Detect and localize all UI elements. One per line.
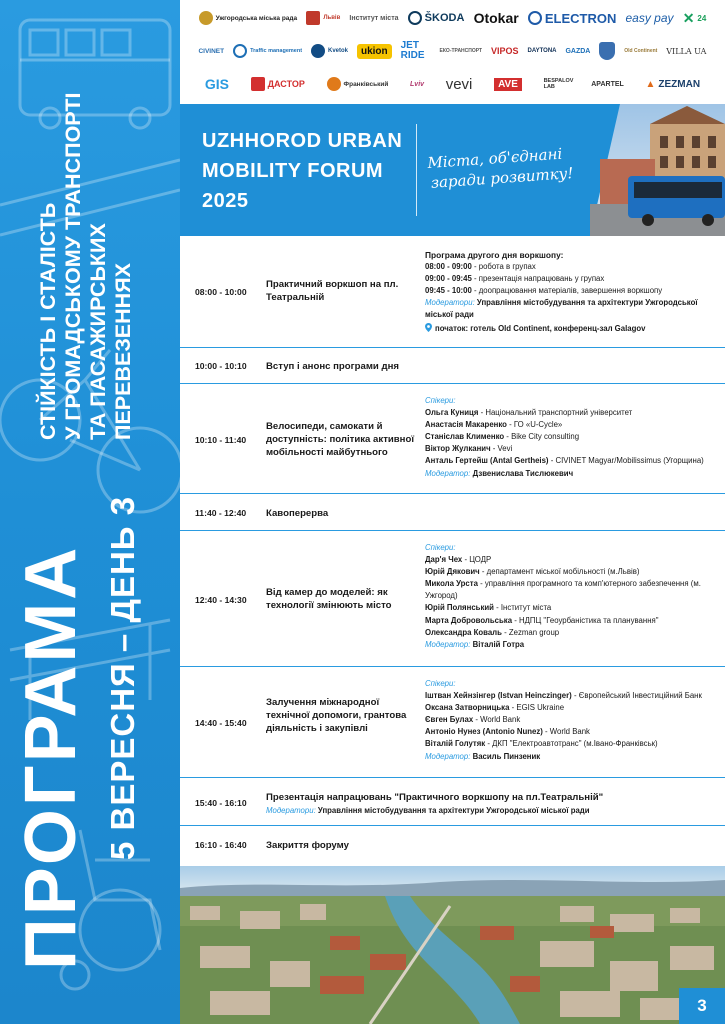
- session-time: 11:40 - 12:40: [195, 508, 247, 518]
- session-topic: Залучення міжнародної технічної допомоги, грантова діяльність і закупівлі: [266, 697, 407, 734]
- logo-electron: ELECTRON: [528, 11, 617, 26]
- session-topic: Вступ і анонс програми дня: [266, 361, 399, 372]
- logo-gazda: GAZDA: [565, 47, 591, 55]
- schedule-row: [180, 348, 725, 384]
- logo-dastor: ДАСТОР: [251, 77, 305, 91]
- forum-title-line: 2025: [202, 190, 249, 212]
- session-time: 10:00 - 10:10: [195, 361, 247, 371]
- schedule-row: [180, 384, 725, 494]
- logo-jetride: JET RIDE: [400, 40, 425, 61]
- speaker: Марта Добровольська - НДПЦ "Геоурбаністика та планування": [425, 615, 659, 625]
- slogan-line: заради розвитку!: [430, 163, 574, 192]
- speaker: Анастасія Макаренко - ГО «U-Cycle»: [425, 420, 563, 430]
- session-time: 15:40 - 16:10: [195, 798, 247, 808]
- speaker: Віктор Жулканич - Vevi: [425, 444, 513, 454]
- session-details: [425, 542, 720, 651]
- forum-banner: [180, 104, 725, 236]
- logo-vipos: VIPOS: [491, 46, 519, 56]
- logo-24: ✕ 24: [682, 9, 707, 26]
- subtitle-line: СТІЙКІСТЬ І СТАЛІСТЬ: [36, 202, 60, 440]
- logo-civinet: CIVINET: [198, 47, 225, 55]
- schedule-row: [180, 494, 725, 531]
- logo-easypay: easy pay: [625, 11, 674, 25]
- moderator: Модератор: Віталій Готра: [425, 639, 525, 649]
- speaker: Микола Урста - управління програмного та комп'ютерного забезпечення (м. Ужгород): [425, 579, 701, 601]
- logo-otokar: Otokar: [473, 10, 519, 26]
- schedule-row: [180, 531, 725, 667]
- logo-eco-transport: ЕКО-ТРАНСПОРТ: [439, 48, 483, 54]
- speakers-label: Спікери:: [425, 396, 456, 405]
- lion-icon: [306, 11, 320, 25]
- session-topic: Презентація напрацювань "Практичного воркшопу на пл.Театральній": [266, 792, 604, 803]
- logo-zezman: ▲ ZEZMAN: [645, 78, 701, 90]
- side-band: [0, 0, 180, 1024]
- session-time: 10:10 - 11:40: [195, 435, 247, 445]
- kvetok-icon: [311, 44, 325, 58]
- speaker: Юрій Дякович - департамент міської мобільності (м.Львів): [425, 567, 640, 577]
- frankivskyi-icon: [327, 77, 341, 91]
- session-details: [425, 678, 720, 763]
- moderators: Модератори: Управління містобудування та архітектури Ужгородської міської ради: [425, 298, 698, 320]
- dastor-icon: [251, 77, 265, 91]
- subtitle-line: ТА ПАСАЖИРСЬКИХ: [86, 223, 110, 440]
- moderator: Модератор: Дзвенислава Тислюкевич: [425, 468, 574, 478]
- logo-vevi: vevi: [445, 75, 473, 93]
- program-date: 5 ВЕРЕСНЯ – ДЕНЬ 3: [104, 495, 141, 860]
- page-number: 3: [679, 988, 725, 1024]
- schedule-row: [180, 667, 725, 778]
- logo-bespalov-lab: BESPALOV LAB: [543, 78, 574, 90]
- speaker: Юрій Полянський - Інститут міста: [425, 603, 552, 613]
- forum-title-line: MOBILITY FORUM: [202, 160, 384, 182]
- location-pin-icon: [425, 323, 432, 332]
- logo-old-continent: Old Continent: [624, 48, 658, 54]
- session-topic: Від камер до моделей: як технології змінюють місто: [266, 587, 392, 611]
- workshop-item: 09:00 - 09:45 - презентація напрацювань у групах: [425, 274, 605, 284]
- session-time: 08:00 - 10:00: [195, 287, 247, 297]
- session-time: 14:40 - 15:40: [195, 718, 247, 728]
- session-topic: Велосипеди, самокати й доступність: політика активної мобільності майбутнього: [266, 421, 415, 458]
- location: початок: готель Old Continent, конференц-зал Galagov: [425, 323, 715, 335]
- x-icon: ✕: [682, 9, 695, 26]
- logo-villa-ua: VILLA UA: [666, 46, 707, 56]
- logo-city-institute: Інститут міста: [349, 14, 399, 22]
- workshop-heading: Програма другого дня воркшопу:: [425, 250, 564, 260]
- speaker: Станіслав Клименко - Bike City consulting: [425, 432, 580, 442]
- logo-frankivskyi: Франківський: [327, 77, 389, 91]
- forum-title-line: UZHHOROD URBAN: [202, 130, 403, 152]
- logo-traffic: Traffic management: [233, 44, 302, 58]
- program-title: ПРОГРАМА: [11, 544, 91, 970]
- speaker: Олександра Коваль - Zezman group: [425, 627, 560, 637]
- logo-daytona: DAYTONA: [527, 48, 557, 54]
- crest-icon: [199, 11, 213, 25]
- logo-ave: AVE: [494, 78, 522, 91]
- speakers-label: Спікери:: [425, 543, 456, 552]
- forum-slogan: [427, 143, 574, 193]
- logo-gis: GIS: [204, 76, 229, 92]
- logo-skoda: ŠKODA: [408, 11, 465, 25]
- moderator: Модератор: Василь Пинзеник: [425, 751, 541, 761]
- logo-ukion: ukion: [357, 44, 392, 59]
- session-topic: Закриття форуму: [266, 840, 349, 851]
- session-details: [425, 249, 715, 335]
- speaker: Анталь Гертейш (Antal Gertheis) - CIVINET Magyar/Mobilissimus (Угорщина): [425, 456, 704, 466]
- speaker: Антоніо Нунез (Antonio Nunez) - World Bank: [425, 727, 590, 737]
- speaker: Ольга Куниця - Національний транспортний університет: [425, 408, 633, 418]
- city-aerial-photo: [180, 866, 725, 1024]
- logo-apartel: APARTEL: [591, 80, 624, 88]
- banner-divider: [416, 124, 417, 216]
- sponsor-logos: [180, 0, 725, 104]
- logo-row: [180, 6, 725, 30]
- aerial-view-image: [180, 866, 725, 1024]
- speakers-label: Спікери:: [425, 679, 456, 688]
- workshop-item: 09:45 - 10:00 - доопрацювання матеріалів, завершення воркшопу: [425, 286, 663, 296]
- session-time: 16:10 - 16:40: [195, 840, 247, 850]
- forum-title: [202, 126, 402, 216]
- speaker: Євген Булах - World Bank: [425, 715, 521, 725]
- logo-lviv-script: Lviv: [410, 80, 425, 88]
- logo-kvetok: Kvetok: [311, 44, 348, 58]
- schedule-row: [180, 778, 725, 826]
- session-time: 12:40 - 14:30: [195, 595, 247, 605]
- logo-coat-of-arms: [599, 42, 615, 60]
- workshop-item: 08:00 - 09:00 - робота в групах: [425, 262, 536, 272]
- city-bus-photo: [590, 104, 725, 236]
- coat-of-arms-icon: [599, 42, 615, 60]
- skoda-icon: [408, 11, 422, 25]
- session-topic: Практичний воркшоп на пл. Театральній: [266, 279, 399, 303]
- speaker: Іштван Хейнзінгер (Istvan Heinczinger) - Європейський Інвестиційний Банк: [425, 691, 702, 701]
- session-topic: Кавоперерва: [266, 508, 329, 519]
- subtitle-line: У ГРОМАДСЬКОМУ ТРАНСПОРТІ: [61, 92, 85, 440]
- zezman-icon: ▲: [645, 78, 656, 90]
- subtitle-line: ПЕРЕВЕЗЕННЯХ: [111, 263, 135, 440]
- program-subtitle: [36, 93, 136, 440]
- session-details: [425, 395, 720, 480]
- logo-lviv: Львів: [306, 11, 340, 25]
- speaker: Віталій Голутяк - ДКП "Електроавтотранс" (м.Івано-Франківськ): [425, 739, 658, 749]
- logo-row: [180, 70, 725, 98]
- slogan-line: Міста, об'єднані: [426, 144, 563, 173]
- schedule-row: [180, 826, 725, 862]
- speaker: Дар'я Чех - ЦОДР: [425, 555, 492, 565]
- session-moderators: Модератори: Управління містобудування та архітектури Ужгородської міської ради: [266, 806, 590, 815]
- schedule-row: [180, 236, 725, 348]
- logo-uzhhorod-council: Ужгородська міська рада: [199, 11, 298, 25]
- speaker: Оксана Затворницька - EGIS Ukraine: [425, 703, 565, 713]
- electron-icon: [528, 11, 542, 25]
- traffic-icon: [233, 44, 247, 58]
- logo-row: [180, 36, 725, 66]
